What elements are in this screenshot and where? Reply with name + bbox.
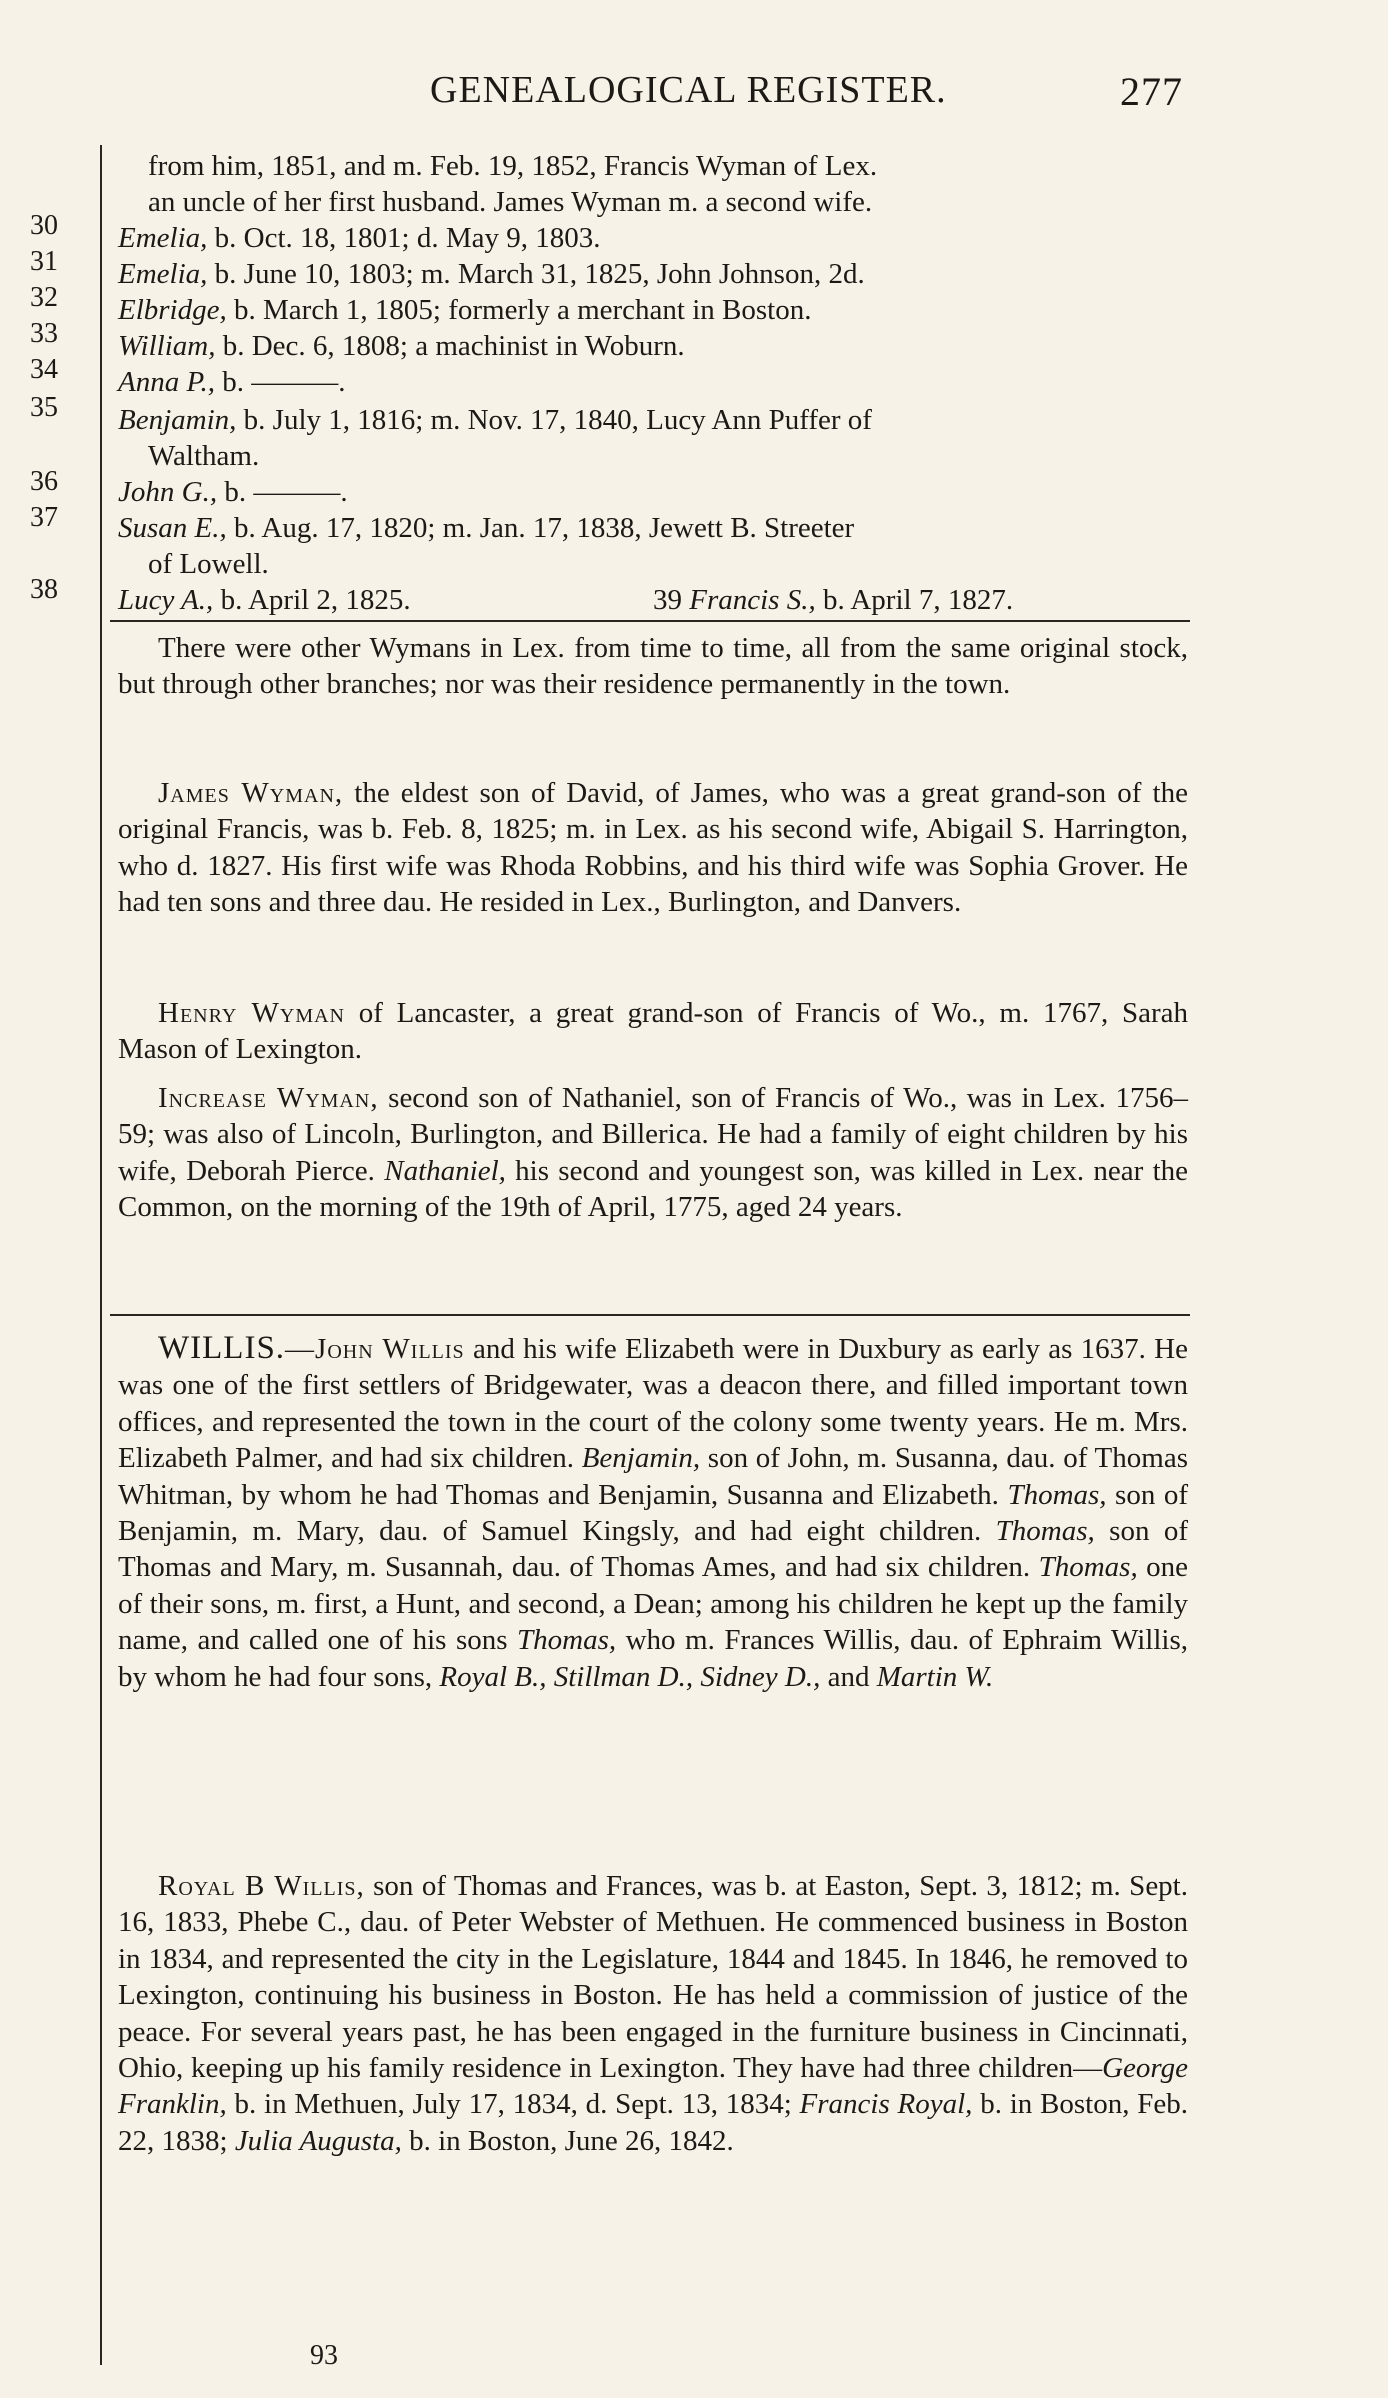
child-details: b. July 1, 1816; m. Nov. 17, 1840, Lucy Ann Puffer of (236, 404, 872, 436)
person-name: Thomas, (995, 1515, 1095, 1548)
child-name: Emelia, (118, 258, 208, 290)
child-number: 35 (30, 392, 58, 423)
list-item (118, 364, 1198, 400)
paragraph-text: b. in Boston, Feb. 22, 1838; (118, 2088, 1188, 2157)
child-name: William, (118, 330, 216, 362)
child-name: John G., (118, 476, 218, 508)
paragraph-text: b. in Methuen, July 17, 1834, d. Sept. 13, 1834; (226, 2088, 800, 2121)
paragraph-text: son of John, m. Susanna, dau. of Thomas Whitman, by whom he had Thomas and Benjamin, Susanna and Elizabeth. (118, 1442, 1188, 1511)
person-name: Henry Wyman (158, 997, 345, 1029)
child-name: Elbridge, (118, 294, 227, 326)
person-name: Martin W. (876, 1660, 994, 1693)
paragraph-text: son of Thomas and Frances, was b. at Easton, Sept. 3, 1812; m. Sept. 16, 1833, Phebe C., dau. of Peter Webster of Methuen. He commenced business in Boston in 1834, and represented the city in the Legislature, 1844 and 1845. In 1846, he removed to Lexington, continuing his business in Boston. He has held a commission of justice of the peace. For several years past, he has been engaged in the furniture business in Cincinnati, Ohio, keeping up his family residence in Lexington. They have had three children— (118, 1870, 1188, 2085)
header-title: GENEALOGICAL REGISTER. (430, 69, 947, 111)
list-item (118, 474, 1198, 510)
person-name: James Wyman, (158, 777, 344, 809)
family-heading: WILLIS. (158, 1330, 286, 1366)
paragraph-text: his second and youngest son, was killed in Lex. near the Common, on the morning of the 19th of April, 1775, aged 24 years. (118, 1154, 1188, 1224)
paragraph-text: and (820, 1660, 877, 1693)
child-name: Anna P., (118, 366, 215, 398)
child-number: 34 (30, 354, 58, 385)
child-number: 33 (30, 318, 58, 349)
person-name: Francis Royal, (799, 2088, 973, 2121)
paragraph (118, 775, 1188, 921)
person-name: Julia Augusta, (234, 2124, 402, 2157)
paragraph-text: second son of Nathaniel, son of Francis of Wo., was in Lex. 1756–59; was also of Lincoln, Burlington, and Billerica. He had a family of eight children by his wife, Deborah Pierce. (118, 1082, 1188, 1187)
list-item (118, 256, 1198, 292)
paragraph-text: of Lancaster, a great grand-son of Francis of Wo., m. 1767, Sarah Mason of Lexington. (118, 997, 1189, 1066)
child-details: b. Oct. 18, 1801; d. May 9, 1803. (207, 222, 601, 254)
child-number: 37 (30, 502, 58, 533)
list-item: an uncle of her first husband. James Wyman m. a second wife. (148, 186, 873, 218)
list-item: from him, 1851, and m. Feb. 19, 1852, Francis Wyman of Lex. (148, 150, 878, 182)
child-number: 32 (30, 282, 58, 313)
running-header (0, 60, 1388, 120)
child-number: 30 (30, 210, 58, 241)
paragraph-text: and his wife Elizabeth were in Duxbury as early as 1637. He was one of the first settlers of Bridgewater, was a deacon there, and filled important town offices, and represented the town in the court of the colony some twenty years. He m. Mrs. Elizabeth Palmer, and had six children. (118, 1333, 1188, 1475)
paragraph: There were other Wymans in Lex. from time to time, all from the same original stock, but through other branches; nor was their residence permanently in the town. (118, 632, 1188, 701)
person-name: Royal B., Stillman D., Sidney D., (439, 1660, 821, 1693)
paragraph-text: b. in Boston, June 26, 1842. (401, 2124, 734, 2157)
person-name: Nathaniel, (384, 1154, 506, 1187)
person-name: Thomas, (1007, 1478, 1107, 1511)
list-item (653, 582, 1198, 618)
person-name: Benjamin, (581, 1442, 701, 1475)
section-divider (110, 1314, 1190, 1316)
child-number: 31 (30, 246, 58, 277)
child-details: b. April 2, 1825. (213, 584, 411, 616)
paragraph-text: son of Benjamin, m. Mary, dau. of Samuel Kingsly, and had eight children. (118, 1478, 1188, 1548)
person-name: —John Willis (285, 1333, 465, 1365)
person-name: George Franklin, (118, 2052, 1188, 2121)
list-item (118, 510, 1198, 582)
child-name: Francis S., (689, 584, 816, 616)
signature-mark: 93 (310, 2340, 338, 2371)
child-details: b. Aug. 17, 1820; m. Jan. 17, 1838, Jewett B. Streeter (226, 512, 855, 544)
child-details: b. ———. (214, 366, 346, 398)
child-name: Emelia, (118, 222, 208, 254)
child-number: 38 (30, 574, 58, 605)
list-item (118, 220, 1198, 256)
list-item (118, 582, 598, 618)
child-details: b. Dec. 6, 1808; a machinist in Woburn. (215, 330, 685, 362)
list-item (118, 328, 1198, 364)
person-name: Thomas, (1038, 1551, 1138, 1584)
child-name: Susan E., (118, 512, 227, 544)
list-item (118, 292, 1198, 328)
child-details-continued: of Lowell. (148, 548, 269, 580)
child-name: Benjamin, (118, 404, 237, 436)
child-details: b. ———. (217, 476, 348, 508)
child-name: Lucy A., (118, 584, 214, 616)
child-number: 36 (30, 466, 58, 497)
paragraph-text: the eldest son of David, of James, who was a great grand-son of the original Francis, was b. Feb. 8, 1825; m. in Lex. as his second wife, Abigail S. Harrington, who d. 1827. His first wife was Rhoda Robbins, and his third wife was Sophia Grover. He had ten sons and three dau. He resided in Lex., Burlington, and Danvers. (118, 777, 1188, 919)
paragraph (118, 1868, 1188, 2159)
section-divider (110, 620, 1190, 622)
child-number: 39 (653, 584, 682, 616)
child-details-continued: Waltham. (148, 440, 260, 472)
person-name: Increase Wyman, (158, 1082, 379, 1114)
person-name: Thomas, (517, 1624, 617, 1657)
list-item (118, 402, 1198, 474)
paragraph (118, 1080, 1188, 1226)
child-details: b. March 1, 1805; formerly a merchant in Boston. (226, 294, 812, 326)
paragraph-text: son of Thomas and Mary, m. Susannah, dau. of Thomas Ames, and had six children. (118, 1515, 1188, 1584)
child-details: b. June 10, 1803; m. March 31, 1825, John Johnson, 2d. (207, 258, 865, 290)
paragraph-text: one of their sons, m. first, a Hunt, and second, a Dean; among his children he kept up the family name, and called one of his sons (118, 1551, 1189, 1657)
person-name: Royal B Willis, (158, 1870, 365, 1902)
paragraph (118, 995, 1188, 1068)
page-number: 277 (1120, 69, 1183, 114)
margin-rule (100, 145, 102, 2365)
paragraph-text: who m. Frances Willis, dau. of Ephraim Willis, by whom he had four sons, (118, 1624, 1188, 1693)
paragraph (118, 1330, 1188, 1695)
child-details: b. April 7, 1827. (815, 584, 1014, 616)
